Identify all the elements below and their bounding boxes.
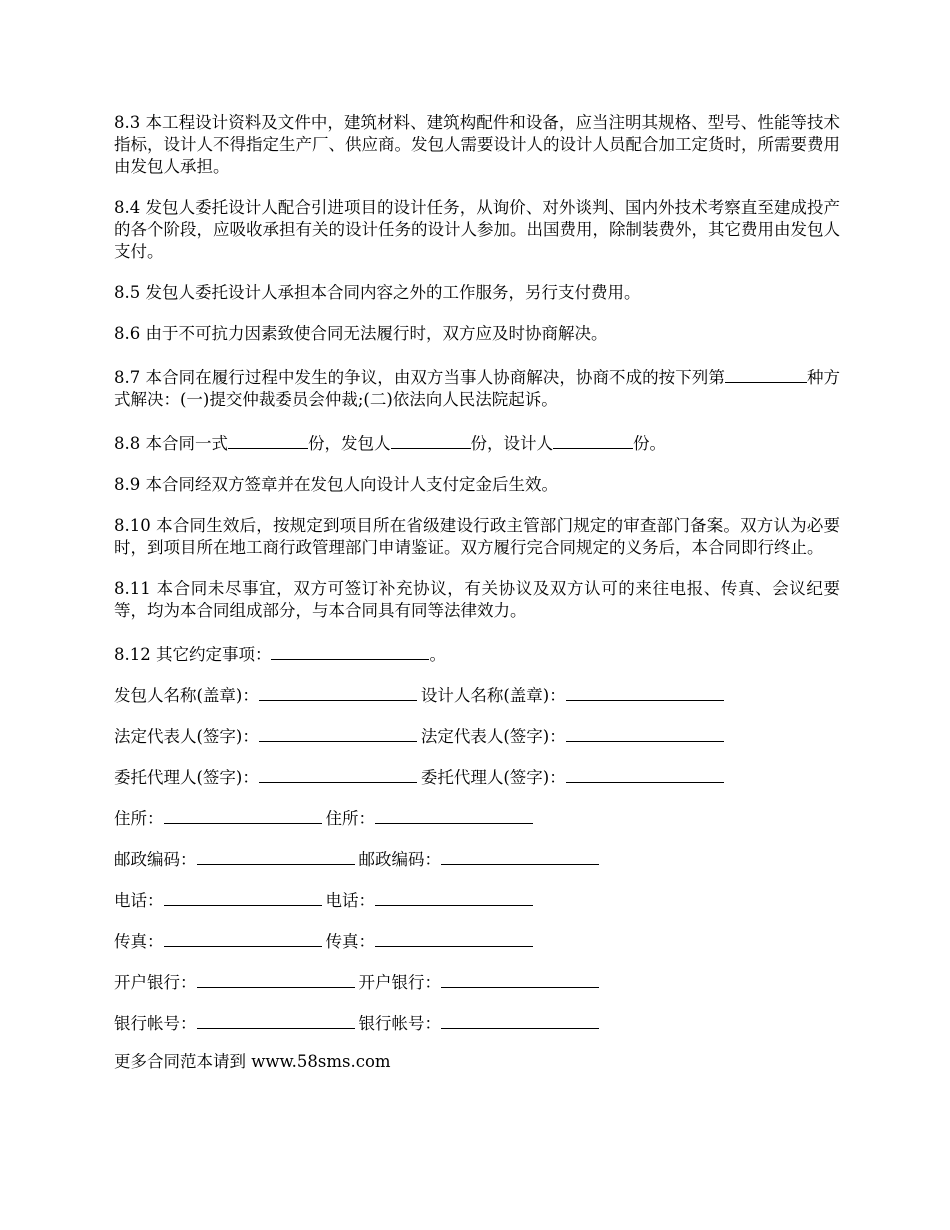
designer-bank-label: 开户银行： — [358, 973, 441, 992]
client-phone-blank — [164, 887, 322, 906]
designer-name-label: 设计人名称(盖章)： — [420, 686, 566, 705]
clause-8-10: 8.10 本合同生效后，按规定到项目所在省级建设行政主管部门规定的审查部门备案。双方认为必要时，到项目所在地工商行政管理部门申请鉴证。双方履行完合同规定的义务后，本合同即行终止。 — [114, 516, 840, 557]
clause-8-7 — [114, 364, 840, 411]
clause-8-8-text-a: 8.8 本合同一式 — [114, 434, 228, 453]
client-account-blank — [197, 1010, 355, 1029]
contract-body — [114, 112, 840, 1092]
client-postcode-blank — [197, 846, 355, 865]
designer-fax-label: 传真： — [325, 932, 375, 951]
sign-row-fax — [114, 928, 840, 950]
designer-legal-rep-label: 法定代表人(签字)： — [420, 727, 566, 746]
client-name-label: 发包人名称(盖章)： — [114, 686, 259, 705]
client-fax-blank — [164, 928, 322, 947]
designer-postcode-label: 邮政编码： — [358, 850, 441, 869]
client-account-label: 银行帐号： — [114, 1014, 197, 1033]
designer-address-label: 住所： — [325, 809, 375, 828]
designer-phone-label: 电话： — [325, 891, 375, 910]
clause-8-8-text-c: 份，设计人 — [470, 434, 553, 453]
client-agent-label: 委托代理人(签字)： — [114, 768, 259, 787]
client-legal-rep-blank — [259, 723, 417, 742]
clause-8-4: 8.4 发包人委托设计人配合引进项目的设计任务，从询价、对外谈判、国内外技术考察直至建成投产的各个阶段，应吸收承担有关的设计任务的设计人参加。出国费用，除制装费外，其它费用由发包人支付。 — [114, 198, 840, 261]
designer-legal-rep-blank — [566, 723, 724, 742]
clause-8-5: 8.5 发包人委托设计人承担本合同内容之外的工作服务，另行支付费用。 — [114, 283, 641, 302]
clause-8-11: 8.11 本合同未尽事宜，双方可签订补充协议，有关协议及双方认可的来往电报、传真、会议纪要等，均为本合同组成部分，与本合同具有同等法律效力。 — [114, 579, 840, 620]
client-phone-label: 电话： — [114, 891, 164, 910]
designer-fax-blank — [375, 928, 533, 947]
clause-8-12-label: 8.12 其它约定事项： — [114, 645, 272, 664]
clause-8-7-text-a: 8.7 本合同在履行过程中发生的争议，由双方当事人协商解决，协商不成的按下列第 — [114, 368, 725, 387]
sign-row-name — [114, 682, 840, 704]
footer-more-contracts: 更多合同范本请到 www.58sms.com — [114, 1052, 391, 1071]
copies-designer-blank — [553, 430, 633, 449]
sign-row-account — [114, 1010, 840, 1032]
designer-agent-blank — [566, 764, 724, 783]
client-agent-blank — [259, 764, 417, 783]
clause-8-12-end: 。 — [429, 645, 446, 664]
client-name-blank — [259, 682, 417, 701]
clause-8-8 — [114, 430, 840, 455]
clause-8-3: 8.3 本工程设计资料及文件中，建筑材料、建筑构配件和设备，应当注明其规格、型号、性能等技术指标，设计人不得指定生产厂、供应商。发包人需要设计人的设计人员配合加工定货时，所需要费用由发包人承担。 — [114, 113, 840, 176]
client-legal-rep-label: 法定代表人(签字)： — [114, 727, 259, 746]
copies-total-blank — [228, 430, 308, 449]
designer-name-blank — [566, 682, 724, 701]
client-bank-label: 开户银行： — [114, 973, 197, 992]
clause-8-7-text-b: 种方式解决：(一)提交仲裁委员会仲裁;(二)依法向人民法院起诉。 — [114, 368, 840, 409]
sign-row-phone — [114, 887, 840, 909]
designer-account-label: 银行帐号： — [358, 1014, 441, 1033]
designer-agent-label: 委托代理人(签字)： — [420, 768, 566, 787]
designer-postcode-blank — [441, 846, 599, 865]
other-terms-blank — [271, 641, 429, 660]
client-bank-blank — [197, 969, 355, 988]
client-address-blank — [164, 805, 322, 824]
sign-row-legal-rep — [114, 723, 840, 745]
sign-row-postcode — [114, 846, 840, 868]
designer-address-blank — [375, 805, 533, 824]
sign-row-agent — [114, 764, 840, 786]
client-address-label: 住所： — [114, 809, 164, 828]
designer-bank-blank — [441, 969, 599, 988]
clause-8-9: 8.9 本合同经双方签章并在发包人向设计人支付定金后生效。 — [114, 475, 558, 494]
dispute-method-blank-a — [725, 364, 773, 383]
clause-8-12 — [114, 641, 840, 663]
designer-account-blank — [441, 1010, 599, 1029]
designer-phone-blank — [375, 887, 533, 906]
client-fax-label: 传真： — [114, 932, 164, 951]
dispute-method-blank-b — [773, 364, 807, 383]
client-postcode-label: 邮政编码： — [114, 850, 197, 869]
clause-8-6: 8.6 由于不可抗力因素致使合同无法履行时，双方应及时协商解决。 — [114, 324, 608, 343]
clause-8-8-text-b: 份，发包人 — [308, 434, 391, 453]
sign-row-bank — [114, 969, 840, 991]
sign-row-address — [114, 805, 840, 827]
clause-8-8-text-d: 份。 — [633, 434, 666, 453]
copies-client-blank — [391, 430, 471, 449]
